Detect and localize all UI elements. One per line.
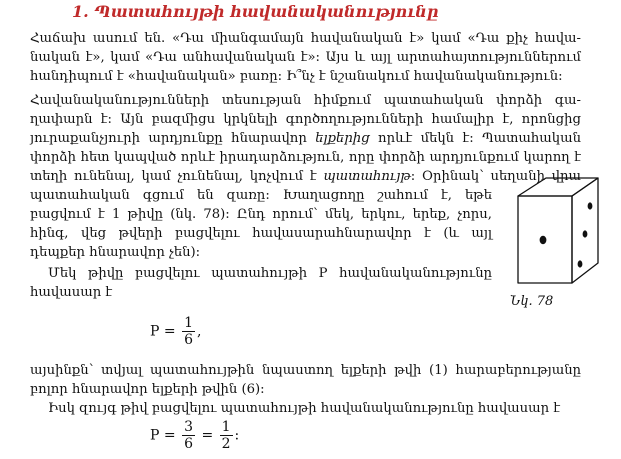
die-icon xyxy=(500,168,600,288)
paragraph-line xyxy=(30,167,581,186)
paragraph-line: Հավանականությունների տեսության հիմքում պատահական փորձի գա- xyxy=(30,93,581,108)
paragraph-line: բացվում է 1 թիվը (նկ. 78): Ընդ որում՝ մեկ, երկու, երեք, չորս, xyxy=(30,207,492,222)
paragraph-line: դեպքեր հնարավոր չեն): xyxy=(30,245,201,260)
fraction-denominator: 2 xyxy=(221,436,231,452)
term-event: պատահույթ xyxy=(323,169,411,184)
fraction-numerator: 1 xyxy=(184,315,193,331)
paragraph-line: Իսկ զույգ թիվ բացվելու պատահույթի հավանականությունը հավասար է xyxy=(48,401,561,416)
fraction xyxy=(182,419,195,452)
die-pip xyxy=(588,202,593,209)
formula-punct: : xyxy=(234,427,240,444)
fraction xyxy=(182,315,195,348)
fraction-numerator: 3 xyxy=(184,419,193,435)
paragraph-line: այսինքն՝ տվյալ պատահույթին նպաստող ելքերի թվի (1) հարաբերությանը xyxy=(30,363,581,378)
figure-caption: Նկ. 78 xyxy=(510,294,554,309)
text-span: տեղի ունենալ, կամ չունենալ, կոչվում է xyxy=(30,169,324,184)
paragraph-line: Մեկ թիվը բացվելու պատահույթի P հավանականությունը xyxy=(48,266,492,281)
probability-formula-2 xyxy=(150,419,239,452)
term-outcomes: ելքերից xyxy=(315,131,370,146)
text-span: որևէ մեկն է: Պատահական xyxy=(369,131,581,146)
paragraph-line: բոլոր հնարավոր ելքերի թվին (6): xyxy=(30,382,265,397)
paragraph-line: հանդիպում է «հավանական» բառը: Ի՞նչ է նշանակում հավանականություն: xyxy=(30,69,563,84)
fraction-numerator: 1 xyxy=(221,419,231,435)
die-pip xyxy=(578,260,583,267)
probability-formula-1 xyxy=(150,315,201,348)
formula-lhs: P = xyxy=(150,427,176,444)
paragraph-line: հավասար է xyxy=(30,285,113,300)
paragraph-line: փորձի հետ կապված որևէ իրադարձություն, որը փորձի արդյունքում կարող է xyxy=(30,150,581,165)
fraction-denominator: 6 xyxy=(184,436,193,452)
paragraph-line: Հաճախ ասում են. «Դա միանգամայն հավանական է» կամ «Դա քիչ հավա- xyxy=(30,31,581,46)
paragraph-line: պատահական գցում են զառը: Խաղացողը շահում է, եթե xyxy=(30,188,492,203)
section-title: 1. Պատահույթի հավանականությունը xyxy=(72,2,439,21)
paragraph-line xyxy=(30,129,581,148)
paragraph-line: ղափարն է: Այն բազմիցս կրկնելի գործողությունների համալիր է, որոնցից xyxy=(30,112,581,127)
text-span: յուրաքանչյուրի արդյունքը հնարավոր xyxy=(30,131,316,146)
fraction-denominator: 6 xyxy=(184,332,193,348)
paragraph-line: հինգ, վեց թվերի բացվելու հավասարահնարավոր է (և այլ xyxy=(30,226,492,241)
formula-lhs: P = xyxy=(150,323,176,340)
paragraph-line: նական է», կամ «Դա անհավանական է»: Այս և այլ արտահայտություններում xyxy=(30,50,581,65)
die-pip xyxy=(540,236,547,244)
equals-sign: = xyxy=(201,427,214,444)
text-span: : Օրինակ՝ սեղանի վրա xyxy=(410,169,581,184)
formula-punct: , xyxy=(196,323,202,340)
die-pip xyxy=(583,230,588,237)
fraction xyxy=(220,419,233,452)
